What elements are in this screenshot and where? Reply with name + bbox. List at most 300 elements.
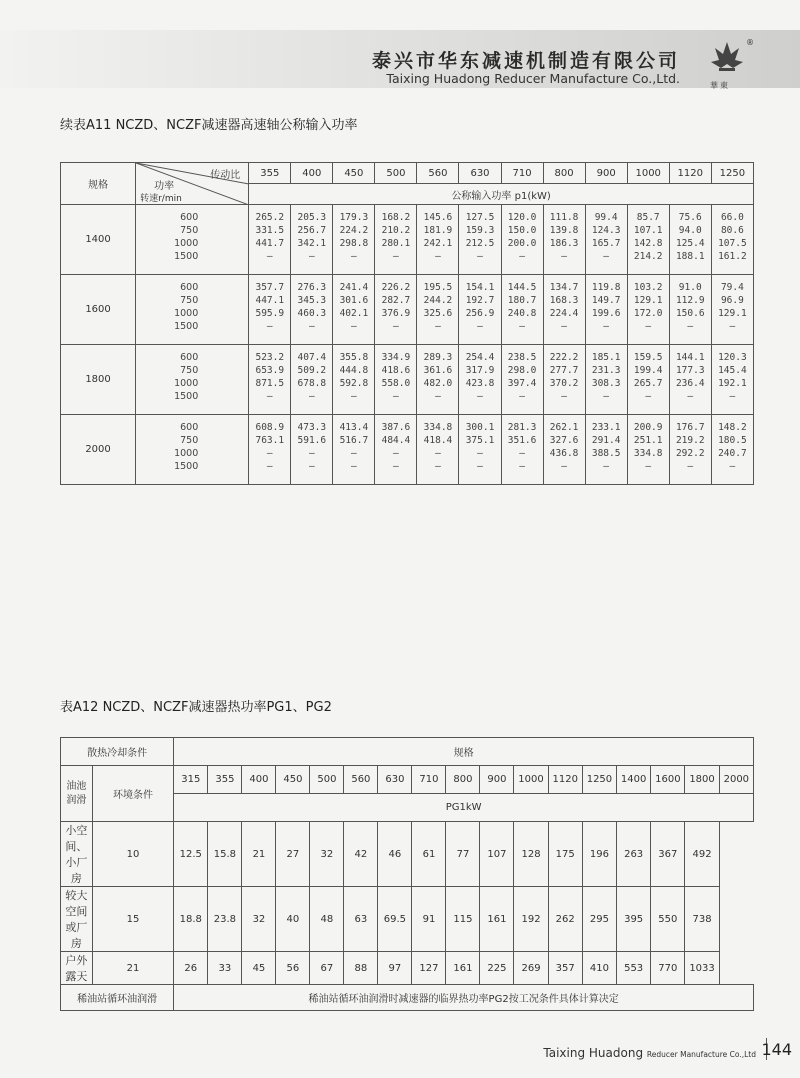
size-header: 1400: [617, 766, 651, 794]
power-cell: [585, 205, 627, 275]
power-value: —: [603, 461, 610, 472]
speed-value: 750: [180, 295, 199, 306]
power-cell: [375, 345, 417, 415]
company-name-en: Taixing Huadong Reducer Manufacture Co.,Ltd.: [386, 71, 680, 86]
pg1-value: 48: [310, 887, 344, 952]
power-value: —: [393, 321, 399, 332]
power-value: —: [729, 391, 736, 402]
power-cell: [249, 415, 291, 485]
ratio-header: 800: [543, 163, 585, 184]
power-value: 85.7: [636, 212, 660, 223]
power-value: —: [266, 461, 273, 472]
power-value: —: [308, 321, 315, 332]
power-value: 177.3: [675, 365, 705, 376]
speed-value: 1500: [174, 251, 199, 262]
power-value: 236.4: [675, 378, 705, 389]
power-value: 94.0: [678, 225, 702, 236]
power-cell: [543, 275, 585, 345]
pg1-value: 553: [617, 952, 651, 985]
pg1-value: 91: [412, 887, 446, 952]
power-value: 180.5: [718, 435, 747, 446]
power-value: 241.4: [339, 282, 369, 293]
power-value: 376.9: [381, 308, 411, 319]
power-value: 242.1: [423, 238, 453, 249]
speed-value: 600: [180, 422, 199, 433]
power-value: 91.0: [678, 282, 702, 293]
power-cell: [711, 415, 753, 485]
power-value: —: [435, 461, 441, 472]
power-value: 144.1: [675, 352, 705, 363]
power-value: 168.3: [549, 295, 579, 306]
speed-cell: [136, 205, 249, 275]
power-value: 145.4: [718, 365, 747, 376]
table-a12: [60, 737, 754, 1011]
pg1-value: 225: [480, 952, 514, 985]
pg1-value: 128: [514, 822, 548, 887]
power-value: 265.2: [255, 212, 285, 223]
power-value: 111.8: [549, 212, 579, 223]
unit-row: 公称输入功率 p1(kW): [249, 184, 754, 205]
pg1-value: 15.8: [208, 822, 242, 887]
power-value: 192.7: [465, 295, 495, 306]
power-cell: [291, 275, 333, 345]
speed-cell: [136, 345, 249, 415]
power-value: —: [477, 321, 483, 332]
size-header: 400: [242, 766, 276, 794]
power-value: —: [477, 251, 483, 262]
ratio-header: 400: [291, 163, 333, 184]
power-value: 423.8: [465, 378, 495, 389]
pg1-value: 107: [480, 822, 514, 887]
diag-ratio-label: 传动比: [210, 170, 241, 181]
pg1-value: 367: [651, 822, 685, 887]
power-cell: [417, 345, 459, 415]
size-header: 800: [446, 766, 480, 794]
power-value: 291.4: [591, 435, 621, 446]
size-header: 1000: [514, 766, 548, 794]
power-value: —: [435, 391, 441, 402]
power-value: 188.1: [675, 251, 705, 262]
env-label: 较大空间或厂房: [61, 887, 93, 952]
pg1-value: 27: [276, 822, 310, 887]
table-a11-body: [61, 205, 754, 485]
pg1-value: 32: [310, 822, 344, 887]
power-value: 240.8: [507, 308, 537, 319]
power-value: 276.3: [297, 282, 327, 293]
power-cell: [669, 275, 711, 345]
page-number: 144: [761, 1040, 792, 1059]
pg1-value: 127: [412, 952, 446, 985]
power-cell: [669, 345, 711, 415]
power-value: 66.0: [720, 212, 744, 223]
table-row: [61, 205, 754, 275]
power-value: —: [687, 461, 694, 472]
power-value: 254.4: [465, 352, 495, 363]
power-value: —: [645, 321, 652, 332]
power-value: 112.9: [675, 295, 705, 306]
speed-value: 1000: [174, 378, 199, 389]
power-cell: [669, 205, 711, 275]
power-value: 233.1: [591, 422, 621, 433]
power-value: 342.1: [297, 238, 327, 249]
env-label: 小空间、小厂房: [61, 822, 93, 887]
power-value: 222.2: [549, 352, 579, 363]
pg1-unit-row: PG1kW: [174, 794, 754, 822]
power-value: —: [603, 321, 610, 332]
power-value: 144.5: [507, 282, 537, 293]
footer-brand: [543, 1046, 756, 1060]
power-cell: [711, 345, 753, 415]
power-value: 418.4: [423, 435, 453, 446]
power-value: 161.2: [718, 251, 747, 262]
size-header: 2000: [719, 766, 753, 794]
ratio-header: 630: [459, 163, 501, 184]
power-value: 120.3: [718, 352, 747, 363]
power-value: 361.6: [423, 365, 453, 376]
power-value: 516.7: [339, 435, 369, 446]
pg1-value: 269: [514, 952, 548, 985]
size-header: 630: [378, 766, 412, 794]
power-value: —: [477, 461, 483, 472]
power-value: —: [308, 461, 315, 472]
circulation-label: 稀油站循环油润滑: [61, 985, 174, 1011]
size-header: 450: [276, 766, 310, 794]
power-cell: [543, 415, 585, 485]
power-cell: [375, 205, 417, 275]
power-value: 388.5: [591, 448, 621, 459]
power-cell: [417, 415, 459, 485]
power-value: 185.1: [591, 352, 621, 363]
spec-cell: 1400: [61, 205, 136, 275]
pg1-value: 46: [378, 822, 412, 887]
power-value: 357.7: [255, 282, 285, 293]
power-value: 277.7: [549, 365, 579, 376]
power-cell: [291, 415, 333, 485]
spec-cell: 1800: [61, 345, 136, 415]
pg1-value: 32: [242, 887, 276, 952]
spec-cell: 2000: [61, 415, 136, 485]
power-value: —: [561, 391, 567, 402]
pg1-value: 161: [446, 952, 480, 985]
power-value: 418.6: [381, 365, 411, 376]
power-value: 107.1: [633, 225, 663, 236]
power-value: 441.7: [255, 238, 285, 249]
table-row: [61, 345, 754, 415]
env-label: 户外露天: [61, 952, 93, 985]
table-a11: [60, 162, 754, 485]
power-value: 265.7: [633, 378, 663, 389]
power-value: 509.2: [297, 365, 327, 376]
power-value: 154.1: [465, 282, 495, 293]
pg1-value: 67: [310, 952, 344, 985]
power-value: —: [266, 391, 273, 402]
power-value: 484.4: [381, 435, 411, 446]
power-value: —: [519, 461, 525, 472]
power-value: 763.1: [255, 435, 285, 446]
pg1-value: 23.8: [208, 887, 242, 952]
power-value: 150.6: [675, 308, 705, 319]
cooling-header: 散热冷却条件: [61, 738, 174, 766]
speed-value: 750: [180, 225, 199, 236]
power-value: —: [266, 251, 273, 262]
power-cell: [417, 275, 459, 345]
power-cell: [291, 345, 333, 415]
pg1-value: 56: [276, 952, 310, 985]
power-value: 308.3: [591, 378, 621, 389]
power-cell: [501, 275, 543, 345]
power-value: 176.7: [675, 422, 705, 433]
power-cell: [501, 415, 543, 485]
power-value: 592.8: [339, 378, 369, 389]
size-header: 1600: [651, 766, 685, 794]
power-value: —: [603, 391, 610, 402]
power-value: 256.9: [465, 308, 495, 319]
table-a11-title: 续表A11 NCZD、NCZF减速器高速轴公称输入功率: [60, 118, 358, 133]
ratio-header: 355: [249, 163, 291, 184]
power-cell: [333, 205, 375, 275]
speed-value: 1000: [174, 448, 199, 459]
power-value: —: [351, 321, 357, 332]
power-value: —: [729, 321, 736, 332]
speed-value: 1000: [174, 308, 199, 319]
power-value: —: [308, 391, 315, 402]
spec-cell: 1600: [61, 275, 136, 345]
footer-brand-name: Taixing Huadong: [543, 1046, 644, 1060]
table-row: [61, 415, 754, 485]
power-value: 129.1: [718, 308, 747, 319]
power-value: 79.4: [720, 282, 744, 293]
power-value: 300.1: [465, 422, 495, 433]
power-value: 142.8: [633, 238, 663, 249]
power-value: 387.6: [381, 422, 411, 433]
pg1-value: 45: [242, 952, 276, 985]
ratio-header: 560: [417, 163, 459, 184]
power-value: —: [687, 391, 694, 402]
pg1-value: 1033: [685, 952, 719, 985]
power-cell: [627, 415, 669, 485]
power-value: 226.2: [381, 282, 411, 293]
table-row: [61, 822, 754, 887]
pg1-value: 357: [548, 952, 582, 985]
power-value: —: [687, 321, 694, 332]
power-value: 292.2: [675, 448, 705, 459]
power-value: 473.3: [297, 422, 327, 433]
power-value: 608.9: [255, 422, 285, 433]
power-value: 103.2: [633, 282, 663, 293]
speed-value: 600: [180, 282, 199, 293]
oil-bath-label: 油池润滑: [61, 766, 93, 822]
power-value: 149.7: [591, 295, 621, 306]
power-value: —: [351, 391, 357, 402]
ratio-header: 900: [585, 163, 627, 184]
pg1-value: 12.5: [174, 822, 208, 887]
size-header: 355: [208, 766, 242, 794]
power-value: 871.5: [255, 378, 285, 389]
power-value: 224.4: [549, 308, 579, 319]
pg1-value: 161: [480, 887, 514, 952]
power-value: 120.0: [507, 212, 537, 223]
power-value: —: [266, 321, 273, 332]
power-value: 192.1: [718, 378, 747, 389]
footer-brand-small: Reducer Manufacture Co.,Ltd: [646, 1050, 756, 1059]
pg1-value: 196: [582, 822, 616, 887]
power-value: 238.5: [507, 352, 537, 363]
power-value: —: [393, 461, 399, 472]
power-value: —: [477, 391, 483, 402]
pg1-value: 262: [548, 887, 582, 952]
power-value: 351.6: [507, 435, 537, 446]
ratio-header: 1120: [669, 163, 711, 184]
pg1-value: 21: [92, 952, 174, 985]
power-value: —: [393, 251, 399, 262]
power-value: 181.9: [423, 225, 453, 236]
power-cell: [249, 205, 291, 275]
speed-value: 1000: [174, 238, 199, 249]
power-value: 195.5: [423, 282, 453, 293]
company-name-cn: 泰兴市华东减速机制造有限公司: [371, 50, 680, 72]
power-value: 168.2: [381, 212, 411, 223]
power-value: 262.1: [549, 422, 579, 433]
power-cell: [627, 345, 669, 415]
power-value: 200.0: [507, 238, 537, 249]
power-cell: [543, 205, 585, 275]
power-value: 214.2: [633, 251, 663, 262]
power-value: —: [393, 391, 399, 402]
power-value: 125.4: [675, 238, 705, 249]
power-value: 172.0: [633, 308, 663, 319]
power-value: 402.1: [339, 308, 369, 319]
power-value: 165.7: [591, 238, 621, 249]
power-cell: [711, 275, 753, 345]
spec-header: 规格: [61, 163, 136, 205]
ratio-header: 1000: [627, 163, 669, 184]
speed-value: 1500: [174, 391, 199, 402]
power-value: 212.5: [465, 238, 495, 249]
power-value: 447.1: [255, 295, 285, 306]
pg1-value: 295: [582, 887, 616, 952]
diagonal-header-cell: [136, 163, 249, 205]
power-value: —: [477, 448, 483, 459]
power-value: 678.8: [297, 378, 327, 389]
pg1-value: 410: [582, 952, 616, 985]
size-header: 500: [310, 766, 344, 794]
power-value: 199.6: [591, 308, 621, 319]
power-value: 107.5: [718, 238, 747, 249]
power-value: —: [561, 251, 567, 262]
speed-cell: [136, 275, 249, 345]
power-cell: [417, 205, 459, 275]
power-value: 199.4: [633, 365, 663, 376]
power-value: —: [603, 251, 610, 262]
power-value: 595.9: [255, 308, 285, 319]
table-a12-body: [61, 822, 754, 985]
power-value: 407.4: [297, 352, 327, 363]
power-value: 591.6: [297, 435, 327, 446]
env-header: 环境条件: [92, 766, 174, 822]
power-value: 251.1: [633, 435, 663, 446]
power-value: 523.2: [255, 352, 285, 363]
power-value: 653.9: [255, 365, 285, 376]
pg1-value: 63: [344, 887, 378, 952]
power-value: 436.8: [549, 448, 579, 459]
power-value: 558.0: [381, 378, 411, 389]
power-value: —: [351, 461, 357, 472]
power-value: 186.3: [549, 238, 579, 249]
power-value: 129.1: [633, 295, 663, 306]
power-value: 148.2: [718, 422, 747, 433]
power-value: 327.6: [549, 435, 579, 446]
power-value: 334.8: [633, 448, 663, 459]
power-value: 145.6: [423, 212, 453, 223]
size-header: 315: [174, 766, 208, 794]
power-value: 124.3: [591, 225, 621, 236]
power-value: —: [308, 251, 315, 262]
speed-value: 600: [180, 352, 199, 363]
speed-value: 1500: [174, 321, 199, 332]
diag-speed-label: 转速r/min: [140, 194, 182, 204]
power-cell: [249, 275, 291, 345]
power-value: —: [435, 251, 441, 262]
power-value: 210.2: [381, 225, 411, 236]
power-cell: [333, 415, 375, 485]
power-value: 256.7: [297, 225, 327, 236]
pg1-value: 40: [276, 887, 310, 952]
pg1-value: 33: [208, 952, 242, 985]
speed-value: 750: [180, 365, 199, 376]
power-value: 334.8: [423, 422, 453, 433]
logo-caption: 華東: [710, 81, 730, 90]
power-value: 180.7: [507, 295, 537, 306]
power-value: 413.4: [339, 422, 369, 433]
spec-header: 规格: [174, 738, 754, 766]
power-value: —: [519, 251, 525, 262]
pg1-value: 61: [412, 822, 446, 887]
power-value: 289.3: [423, 352, 453, 363]
registered-mark: ®: [746, 38, 754, 47]
power-value: 139.8: [549, 225, 579, 236]
size-header: 900: [480, 766, 514, 794]
power-value: 325.6: [423, 308, 453, 319]
pg1-value: 26: [174, 952, 208, 985]
pg1-value: 42: [344, 822, 378, 887]
power-value: 219.2: [675, 435, 705, 446]
speed-cell: [136, 415, 249, 485]
power-cell: [459, 345, 501, 415]
power-cell: [585, 275, 627, 345]
power-cell: [669, 415, 711, 485]
power-value: —: [519, 391, 525, 402]
power-value: 205.3: [297, 212, 327, 223]
power-value: 482.0: [423, 378, 453, 389]
pg1-value: 15: [92, 887, 174, 952]
power-cell: [291, 205, 333, 275]
power-value: 375.1: [465, 435, 495, 446]
size-header: 560: [344, 766, 378, 794]
power-value: 159.5: [633, 352, 663, 363]
power-value: 119.8: [591, 282, 621, 293]
power-value: —: [561, 461, 567, 472]
power-value: —: [729, 461, 736, 472]
power-value: —: [561, 321, 567, 332]
power-value: —: [519, 321, 525, 332]
power-cell: [333, 275, 375, 345]
power-cell: [543, 345, 585, 415]
power-cell: [375, 275, 417, 345]
pg1-value: 10: [92, 822, 174, 887]
power-value: —: [435, 321, 441, 332]
circulation-text: 稀油站循环油润滑时减速器的临界热功率PG2按工况条件具体计算决定: [174, 985, 754, 1011]
ratio-header: 710: [501, 163, 543, 184]
